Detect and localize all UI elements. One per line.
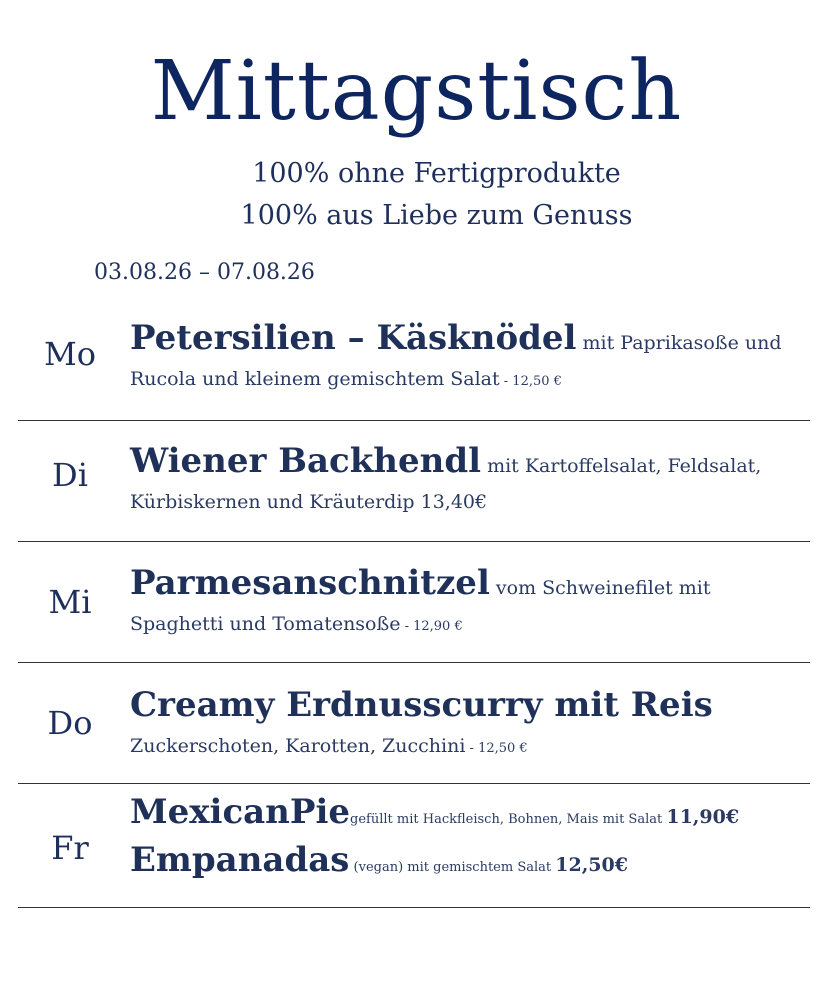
dish (130, 685, 810, 765)
day-label: Mi (48, 583, 92, 621)
dish-price: - 12,50 € (499, 374, 562, 389)
tagline-love: 100% aus Liebe zum Genuss (240, 200, 633, 231)
dish-description-text: Zuckerschoten, Karotten, Zucchini (130, 735, 466, 757)
dish-description: vom Schweinefilet mit (489, 577, 711, 599)
page-title: Mittagstisch (150, 44, 683, 139)
menu-row-tuesday (18, 421, 810, 542)
dish-mexicanpie (130, 792, 810, 840)
dish-name: Parmesanschnitzel (130, 563, 490, 603)
dish-description-line2 (130, 363, 810, 398)
dish-description-line2 (130, 608, 810, 643)
dish-name: Wiener Backhendl (130, 441, 482, 481)
day-label: Fr (51, 829, 89, 867)
dish (130, 563, 810, 643)
menu-row-wednesday (18, 542, 810, 663)
dish-description-text: Spaghetti und Tomatensoße (130, 613, 401, 635)
dish-price: - 12,50 € (465, 741, 528, 756)
dish-name: Empanadas (130, 840, 350, 880)
menu-row-friday (18, 784, 810, 908)
day-label: Mo (43, 335, 97, 373)
menu-table (18, 300, 810, 908)
dish-description-line2: Kürbiskernen und Kräuterdip 13,40€ (130, 491, 488, 513)
date-range: 03.08.26 – 07.08.26 (94, 260, 315, 285)
dish-price: - 12,90 € (400, 619, 463, 634)
dish-name: Creamy Erdnusscurry mit Reis (130, 685, 713, 725)
dish-name: Petersilien – Käsknödel (130, 318, 577, 358)
dish (130, 441, 810, 518)
tagline-ingredients: 100% ohne Fertigprodukte (252, 158, 621, 189)
dish-description: gefüllt mit Hackfleisch, Bohnen, Mais mit Salat (350, 812, 667, 827)
dish-description: (vegan) mit gemischtem Salat (349, 860, 556, 875)
menu-row-monday (18, 300, 810, 421)
dish-description: mit Paprikasoße und (576, 332, 782, 354)
menu-row-thursday (18, 663, 810, 784)
dish-description: mit Kartoffelsalat, Feldsalat, (481, 455, 762, 477)
dish-price: 11,90€ (666, 806, 740, 828)
dish-name: MexicanPie (130, 792, 351, 832)
dish-description-line2 (130, 730, 810, 765)
dish-description-text: Rucola und kleinem gemischtem Salat (130, 368, 500, 390)
dish-price: 12,50€ (555, 854, 628, 876)
dish-empanadas (130, 840, 810, 888)
day-label: Do (47, 704, 93, 742)
dish (130, 318, 810, 398)
day-label: Di (52, 456, 88, 494)
